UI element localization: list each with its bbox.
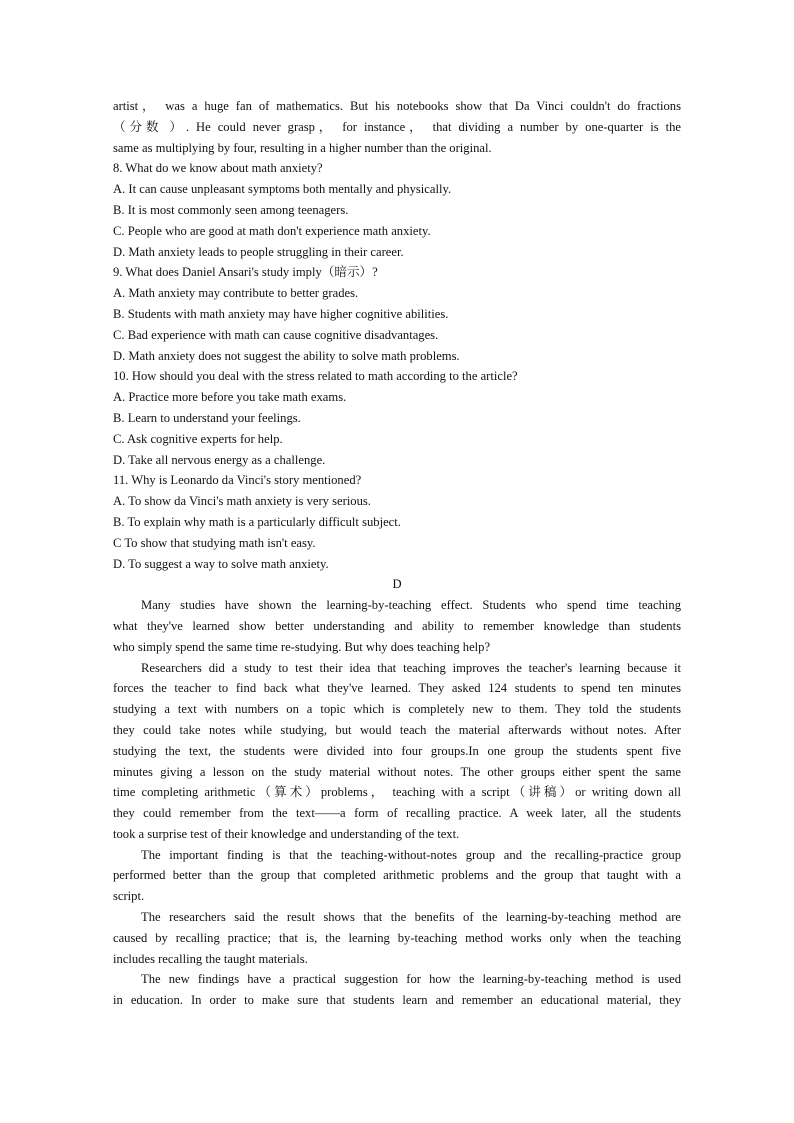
text-line: studying a text with numbers on a topic which is completely new to them. They told the students (113, 702, 681, 717)
text-line: The new findings have a practical suggestion for how the learning-by-teaching method is used (141, 972, 681, 987)
answer-option: C. Ask cognitive experts for help. (113, 431, 283, 446)
answer-option: C. People who are good at math don't experience math anxiety. (113, 223, 431, 238)
paragraph (113, 595, 681, 657)
question-stem: 10. How should you deal with the stress related to math according to the article? (113, 369, 518, 384)
text-line: artist， was a huge fan of mathematics. But his notebooks show that Da Vinci couldn't do fractions (113, 99, 681, 113)
answer-option: B. Students with math anxiety may have higher cognitive abilities. (113, 306, 449, 321)
answer-option: D. Math anxiety does not suggest the ability to solve math problems. (113, 348, 460, 363)
answer-option: A. Math anxiety may contribute to better grades. (113, 286, 359, 301)
text-line: minutes giving a lesson on the study material without notes. The other groups either spent the same (113, 764, 681, 779)
question-stem: 8. What do we know about math anxiety? (113, 161, 323, 176)
paragraph (113, 907, 681, 969)
text-line: The researchers said the result shows that the benefits of the learning-by-teaching method are (141, 910, 681, 925)
answer-option: B. It is most commonly seen among teenagers. (113, 202, 349, 217)
paragraph (113, 845, 681, 907)
text-line: script. (113, 889, 145, 904)
question-stem: 9. What does Daniel Ansari's study imply（暗示）? (113, 265, 378, 280)
question-9 (113, 262, 681, 366)
text-line: in education. In order to make sure that students learn and remember an educational material, they (113, 993, 681, 1008)
section-heading: D (392, 577, 402, 592)
text-line: they could take notes while studying, but would teach the material afterwards without notes. After (113, 722, 681, 737)
answer-option: A. To show da Vinci's math anxiety is very serious. (113, 494, 371, 509)
answer-option: A. It can cause unpleasant symptoms both mentally and physically. (113, 182, 452, 197)
text-line: performed better than the group that completed arithmetic problems and the group that taught with a (113, 868, 681, 883)
text-line: The important finding is that the teaching-without-notes group and the recalling-practice group (141, 847, 681, 862)
answer-option: C. Bad experience with math can cause cognitive disadvantages. (113, 327, 439, 342)
text-line: forces the teacher to find back what they've learned. They asked 124 students to spend ten minutes (113, 681, 681, 696)
text-line: caused by recalling practice; that is, the learning by-teaching method works only when the teaching (113, 930, 681, 945)
text-line: they could remember from the text——a form of recalling practice. A week later, all the students (113, 806, 681, 821)
answer-option: B. Learn to understand your feelings. (113, 410, 301, 425)
paragraph (113, 658, 681, 845)
question-11 (113, 470, 681, 574)
text-line: Many studies have shown the learning-by-teaching effect. Students who spend time teaching (141, 598, 681, 613)
answer-option: A. Practice more before you take math exams. (113, 390, 347, 405)
text-line: includes recalling the taught materials. (113, 951, 308, 966)
answer-option: D. Take all nervous energy as a challenge. (113, 452, 326, 467)
text-line: who simply spend the same time re-studying. But why does teaching help? (113, 639, 491, 654)
document-page (113, 96, 681, 1011)
answer-option: C To show that studying math isn't easy. (113, 535, 316, 550)
answer-option: B. To explain why math is a particularly difficult subject. (113, 514, 401, 529)
text-line: time completing arithmetic（算术）problems， teaching with a script（讲稿）or writing down all (113, 785, 681, 800)
text-line: took a surprise test of their knowledge and understanding of the text. (113, 826, 460, 841)
text-line: what they've learned show better understanding and ability to remember knowledge than students (113, 618, 681, 633)
answer-option: D. To suggest a way to solve math anxiety. (113, 556, 329, 571)
passage-c-ending (113, 96, 681, 158)
answer-option: D. Math anxiety leads to people struggling in their career. (113, 244, 404, 259)
question-stem: 11. Why is Leonardo da Vinci's story mentioned? (113, 473, 362, 488)
question-8 (113, 158, 681, 262)
text-line: （分数 ）. He could never grasp， for instance， that dividing a number by one-quarter is the (113, 119, 681, 134)
text-line: studying the text, the students were divided into four groups.In one group the students spent five (113, 743, 681, 758)
question-10 (113, 366, 681, 470)
text-line: Researchers did a study to test their idea that teaching improves the teacher's learning because it (141, 660, 681, 675)
paragraph (113, 969, 681, 1011)
text-line: same as multiplying by four, resulting in a higher number than the original. (113, 140, 492, 155)
